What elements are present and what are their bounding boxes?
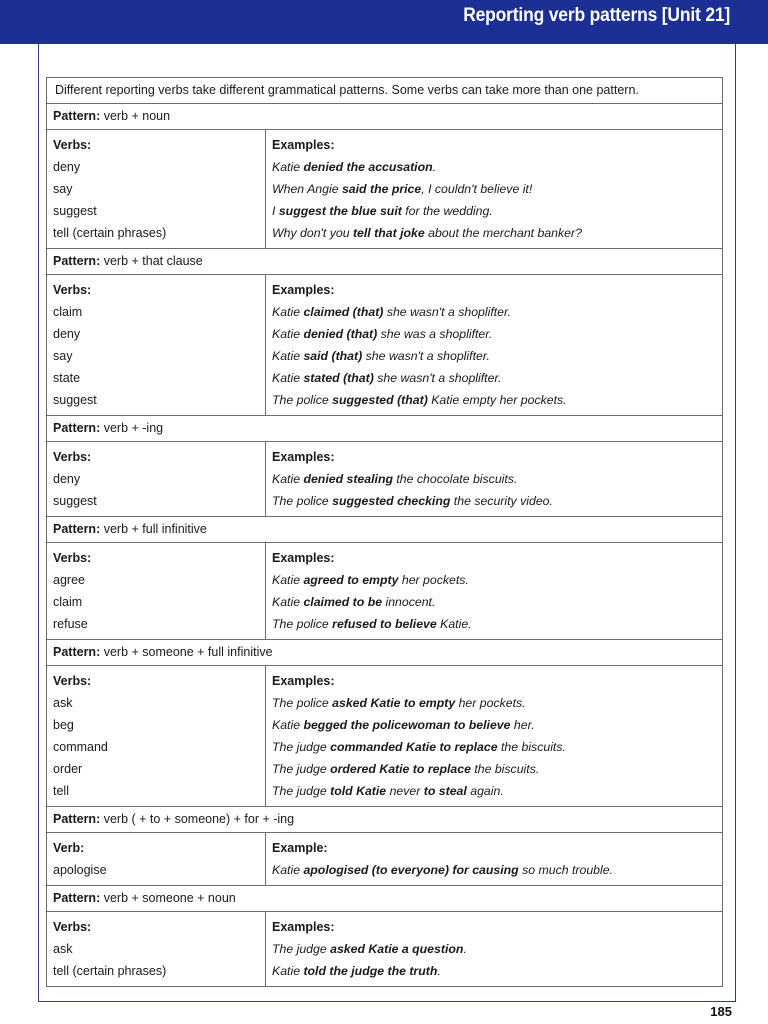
examples-heading: Example: — [272, 841, 328, 855]
pattern-text: verb ( + to + someone) + for + -ing — [100, 812, 295, 826]
pattern-label — [47, 807, 722, 833]
example-highlight: said the price — [341, 182, 422, 196]
verb-cell: command — [47, 736, 266, 758]
reporting-verbs-table — [46, 77, 723, 987]
example-text: Katie — [272, 472, 304, 486]
pattern-section — [47, 833, 722, 886]
example-highlight: denied (that) — [303, 327, 378, 341]
example-cell — [266, 938, 723, 960]
example-highlight: apologised (to everyone) for causing — [303, 863, 519, 877]
verb-cell: deny — [47, 323, 266, 345]
pattern-label — [47, 640, 722, 666]
example-text: Katie — [272, 327, 304, 341]
examples-heading: Examples: — [272, 283, 335, 297]
pattern-table — [47, 666, 722, 806]
verb-cell: suggest — [47, 490, 266, 512]
example-text: again. — [466, 784, 504, 798]
verbs-heading: Verbs: — [47, 916, 266, 938]
example-highlight: to steal — [423, 784, 467, 798]
table-row — [47, 222, 722, 244]
pattern-text: verb + -ing — [100, 421, 164, 435]
example-text: . — [432, 160, 437, 174]
table-row — [47, 780, 722, 802]
table-row — [47, 156, 722, 178]
page-title: Reporting verb patterns [Unit 21] — [463, 5, 730, 26]
pattern-table — [47, 130, 722, 248]
pattern-prefix: Pattern: — [53, 522, 101, 536]
example-text: Katie. — [436, 617, 472, 631]
page-frame-left — [38, 44, 39, 1002]
pattern-table — [47, 275, 722, 415]
example-cell — [266, 591, 723, 613]
example-text: Katie — [272, 160, 304, 174]
example-highlight: denied the accusation — [303, 160, 433, 174]
table-row — [47, 178, 722, 200]
table-row — [47, 200, 722, 222]
verbs-heading: Verbs: — [47, 134, 266, 156]
pattern-prefix: Pattern: — [53, 254, 101, 268]
verb-cell: suggest — [47, 200, 266, 222]
verb-cell: tell (certain phrases) — [47, 222, 266, 244]
example-text: the biscuits. — [470, 762, 540, 776]
pattern-text: verb + full infinitive — [100, 522, 207, 536]
example-text: so much trouble. — [518, 863, 614, 877]
verb-cell: claim — [47, 301, 266, 323]
example-cell — [266, 178, 723, 200]
example-text: Katie — [272, 863, 304, 877]
pattern-text: verb + someone + noun — [100, 891, 236, 905]
verb-cell: ask — [47, 692, 266, 714]
table-header-row — [47, 916, 722, 938]
example-text: Katie — [272, 595, 304, 609]
example-text: never — [386, 784, 424, 798]
table-row — [47, 468, 722, 490]
example-highlight: ordered Katie to replace — [330, 762, 471, 776]
table-row — [47, 960, 722, 982]
verb-cell: order — [47, 758, 266, 780]
pattern-text: verb + that clause — [100, 254, 203, 268]
example-text: The judge — [272, 784, 331, 798]
table-row — [47, 490, 722, 512]
example-highlight: told the judge the truth — [303, 964, 438, 978]
table-row — [47, 301, 722, 323]
example-cell — [266, 301, 723, 323]
example-text: the chocolate biscuits. — [392, 472, 518, 486]
example-text: Katie empty her pockets. — [427, 393, 567, 407]
table-row — [47, 938, 722, 960]
table-row — [47, 345, 722, 367]
example-text: The police — [272, 617, 333, 631]
verb-cell: suggest — [47, 389, 266, 411]
example-text: her pockets. — [398, 573, 469, 587]
example-cell — [266, 736, 723, 758]
example-highlight: stated (that) — [303, 371, 374, 385]
example-text: innocent. — [382, 595, 436, 609]
example-highlight: said (that) — [303, 349, 363, 363]
verb-cell: deny — [47, 156, 266, 178]
example-text: , I couldn't believe it! — [421, 182, 533, 196]
example-highlight: agreed to empty — [303, 573, 399, 587]
example-text: Katie — [272, 305, 304, 319]
example-cell — [266, 200, 723, 222]
example-highlight: tell that joke — [352, 226, 425, 240]
example-highlight: claimed (that) — [303, 305, 384, 319]
example-text: the security video. — [450, 494, 553, 508]
examples-heading: Examples: — [272, 138, 335, 152]
verbs-heading: Verb: — [47, 837, 266, 859]
pattern-label — [47, 886, 722, 912]
example-cell — [266, 613, 723, 635]
pattern-section — [47, 275, 722, 416]
example-cell — [266, 490, 723, 512]
example-cell — [266, 345, 723, 367]
example-text: the biscuits. — [497, 740, 566, 754]
example-text: Katie — [272, 371, 304, 385]
table-row — [47, 389, 722, 411]
examples-heading: Examples: — [272, 674, 335, 688]
example-highlight: suggest the blue suit — [278, 204, 402, 218]
example-text: her. — [510, 718, 535, 732]
example-text: she was a shoplifter. — [377, 327, 493, 341]
example-text: When Angie — [272, 182, 342, 196]
table-row — [47, 323, 722, 345]
example-text: I — [272, 204, 279, 218]
example-text: Katie — [272, 718, 304, 732]
example-highlight: claimed to be — [303, 595, 383, 609]
pattern-section — [47, 912, 722, 986]
table-row — [47, 736, 722, 758]
example-text: The judge — [272, 762, 331, 776]
examples-heading: Examples: — [272, 450, 335, 464]
example-highlight: begged the policewoman to believe — [303, 718, 511, 732]
example-cell — [266, 859, 723, 881]
example-highlight: commanded Katie to replace — [330, 740, 498, 754]
example-cell — [266, 389, 723, 411]
verbs-heading: Verbs: — [47, 547, 266, 569]
example-highlight: told Katie — [330, 784, 387, 798]
example-highlight: asked Katie a question — [330, 942, 464, 956]
example-highlight: denied stealing — [303, 472, 393, 486]
example-text: Katie — [272, 964, 304, 978]
example-text: she wasn't a shoplifter. — [362, 349, 490, 363]
verb-cell: claim — [47, 591, 266, 613]
example-cell — [266, 569, 723, 591]
example-text: Why don't you — [272, 226, 353, 240]
table-header-row — [47, 670, 722, 692]
pattern-label — [47, 249, 722, 275]
example-cell — [266, 714, 723, 736]
example-text: for the wedding. — [401, 204, 493, 218]
verb-cell: beg — [47, 714, 266, 736]
pattern-table — [47, 912, 722, 986]
pattern-table — [47, 543, 722, 639]
example-highlight: asked Katie to empty — [332, 696, 456, 710]
table-row — [47, 591, 722, 613]
table-header-row — [47, 446, 722, 468]
pattern-section — [47, 130, 722, 249]
table-row — [47, 758, 722, 780]
pattern-table — [47, 442, 722, 516]
example-highlight: suggested (that) — [332, 393, 428, 407]
table-header-row — [47, 134, 722, 156]
pattern-label — [47, 104, 722, 130]
example-cell — [266, 367, 723, 389]
examples-heading: Examples: — [272, 920, 335, 934]
table-header-row — [47, 279, 722, 301]
pattern-prefix: Pattern: — [53, 812, 101, 826]
example-highlight: refused to believe — [332, 617, 437, 631]
intro-text: Different reporting verbs take different grammatical patterns. Some verbs can take more than one pattern. — [47, 78, 722, 104]
pattern-text: verb + someone + full infinitive — [100, 645, 273, 659]
example-cell — [266, 692, 723, 714]
verb-cell: refuse — [47, 613, 266, 635]
verb-cell: tell (certain phrases) — [47, 960, 266, 982]
table-row — [47, 569, 722, 591]
table-row — [47, 613, 722, 635]
table-header-row — [47, 547, 722, 569]
table-row — [47, 859, 722, 881]
example-text: Katie — [272, 349, 304, 363]
table-header-row — [47, 837, 722, 859]
example-highlight: suggested checking — [332, 494, 451, 508]
pattern-table — [47, 833, 722, 885]
verbs-heading: Verbs: — [47, 446, 266, 468]
pattern-text: verb + noun — [100, 109, 171, 123]
pattern-section — [47, 543, 722, 640]
verbs-heading: Verbs: — [47, 279, 266, 301]
example-cell — [266, 960, 723, 982]
example-text: The judge — [272, 740, 331, 754]
example-cell — [266, 468, 723, 490]
verb-cell: apologise — [47, 859, 266, 881]
example-cell — [266, 323, 723, 345]
examples-heading: Examples: — [272, 551, 335, 565]
page-frame-bottom — [38, 1001, 736, 1002]
verb-cell: agree — [47, 569, 266, 591]
table-row — [47, 714, 722, 736]
example-text: she wasn't a shoplifter. — [383, 305, 512, 319]
verb-cell: tell — [47, 780, 266, 802]
verb-cell: say — [47, 178, 266, 200]
example-text: . — [463, 942, 467, 956]
example-text: The police — [272, 393, 333, 407]
example-cell — [266, 222, 723, 244]
example-text: she wasn't a shoplifter. — [373, 371, 502, 385]
table-row — [47, 367, 722, 389]
header-bar — [0, 0, 768, 44]
page-frame-right — [735, 44, 736, 1002]
example-cell — [266, 780, 723, 802]
verb-cell: say — [47, 345, 266, 367]
pattern-prefix: Pattern: — [53, 109, 101, 123]
example-text: The police — [272, 696, 333, 710]
pattern-label — [47, 517, 722, 543]
pattern-section — [47, 442, 722, 517]
verb-cell: deny — [47, 468, 266, 490]
example-text: The judge — [272, 942, 331, 956]
page-number: 185 — [710, 1004, 732, 1019]
verb-cell: ask — [47, 938, 266, 960]
verb-cell: state — [47, 367, 266, 389]
example-text: about the merchant banker? — [424, 226, 582, 240]
pattern-prefix: Pattern: — [53, 645, 101, 659]
pattern-prefix: Pattern: — [53, 421, 101, 435]
example-cell — [266, 156, 723, 178]
pattern-section — [47, 666, 722, 807]
example-text: Katie — [272, 573, 304, 587]
pattern-label — [47, 416, 722, 442]
example-cell — [266, 758, 723, 780]
verbs-heading: Verbs: — [47, 670, 266, 692]
example-text: The police — [272, 494, 333, 508]
table-row — [47, 692, 722, 714]
example-text: her pockets. — [455, 696, 526, 710]
example-text: . — [437, 964, 441, 978]
pattern-prefix: Pattern: — [53, 891, 101, 905]
